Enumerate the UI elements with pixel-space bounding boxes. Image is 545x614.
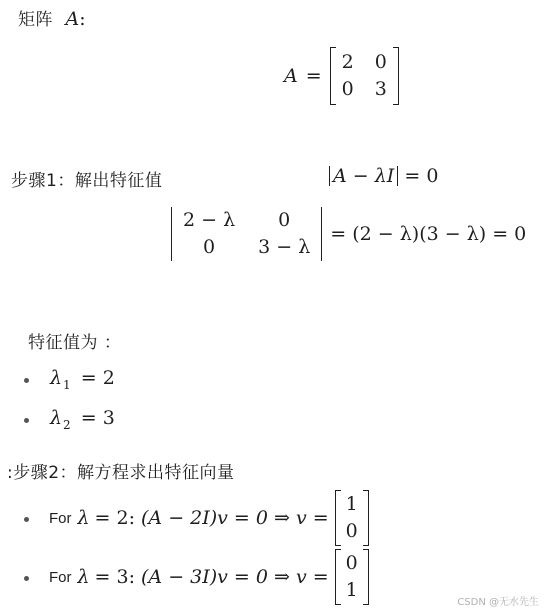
matrix-heading-label: 矩阵 — [18, 10, 53, 30]
matrix-cell: 3 — [374, 78, 387, 100]
eigenvalue-item — [50, 407, 115, 432]
step1-eq-lambda: λ — [374, 165, 387, 187]
eigenvector-item — [49, 549, 369, 605]
eigenvector-colon: : — [128, 507, 136, 529]
step1-equation — [329, 165, 438, 187]
determinant-cell: 2 − λ — [183, 209, 236, 231]
matrix-heading — [18, 5, 86, 30]
step1-eq-minus: − — [352, 165, 369, 187]
determinant-equation — [171, 207, 526, 261]
matrix-definition — [284, 47, 399, 105]
eigenvector-for: For — [49, 568, 72, 586]
eigenvector-bracket — [335, 490, 369, 546]
determinant-cell: 3 − λ — [258, 236, 311, 258]
eigenvector-expression: (A − 3I)v = 0 ⇒ v = — [141, 566, 329, 588]
eigenvector-table — [341, 491, 363, 545]
determinant-rhs: = (2 − λ)(3 − λ) = 0 — [330, 223, 527, 245]
vector-cell: 0 — [345, 552, 358, 574]
eigenvalue-subscript: 1 — [63, 378, 71, 392]
vector-cell: 1 — [345, 579, 358, 601]
step2-title-text: 步骤2：解方程求出特征向量 — [13, 463, 235, 483]
eigenvector-value: = 2 — [94, 507, 129, 529]
matrix-cell: 2 — [341, 51, 354, 73]
matrix-table — [337, 49, 392, 103]
step2-title — [7, 458, 235, 483]
eigenvalue-value: = 2 — [80, 367, 115, 389]
eigenvector-expression: (A − 2I)v = 0 ⇒ v = — [141, 507, 329, 529]
determinant-cell: 0 — [203, 236, 216, 258]
step2-prefix: : — [7, 463, 14, 483]
eigenvalue-item — [50, 367, 115, 392]
eigenvalues-title: 特征值为 ： — [28, 333, 122, 353]
list-bullet — [24, 576, 29, 581]
eigenvector-table — [341, 550, 363, 604]
matrix-definition-lhs: A — [284, 65, 298, 87]
watermark: CSDN @无水先生 — [457, 597, 539, 608]
eigenvector-bracket — [335, 549, 369, 605]
vector-cell: 0 — [345, 520, 358, 542]
list-bullet — [24, 378, 29, 383]
step1-eq-rhs: = 0 — [404, 165, 439, 187]
step1-title: 步骤1：解出特征值 — [11, 171, 163, 191]
eigenvector-colon: : — [128, 566, 136, 588]
step1-eq-identity: I — [386, 165, 395, 187]
matrix-bracket — [330, 47, 399, 105]
determinant-table — [178, 207, 315, 261]
eigenvector-lambda: λ — [77, 566, 90, 588]
matrix-definition-eq: = — [305, 65, 322, 87]
list-bullet — [24, 418, 29, 423]
determinant-bars — [171, 207, 322, 261]
eigenvalue-symbol: λ — [50, 407, 63, 429]
eigenvalue-subscript: 2 — [63, 418, 71, 432]
determinant-cell: 0 — [278, 209, 291, 231]
list-bullet — [24, 517, 29, 522]
abs-bar-right — [397, 166, 398, 186]
eigenvalue-symbol: λ — [50, 367, 63, 389]
matrix-heading-colon: : — [79, 8, 86, 30]
abs-bar-left — [329, 166, 330, 186]
eigenvector-value: = 3 — [94, 566, 129, 588]
eigenvector-lambda: λ — [77, 507, 90, 529]
eigenvector-item — [49, 490, 369, 546]
eigenvalue-value: = 3 — [80, 407, 115, 429]
matrix-heading-symbol: A — [65, 8, 80, 30]
matrix-cell: 0 — [374, 51, 387, 73]
vector-cell: 1 — [345, 493, 358, 515]
eigenvector-for: For — [49, 509, 72, 527]
step1-eq-a: A — [333, 165, 347, 187]
matrix-cell: 0 — [341, 78, 354, 100]
